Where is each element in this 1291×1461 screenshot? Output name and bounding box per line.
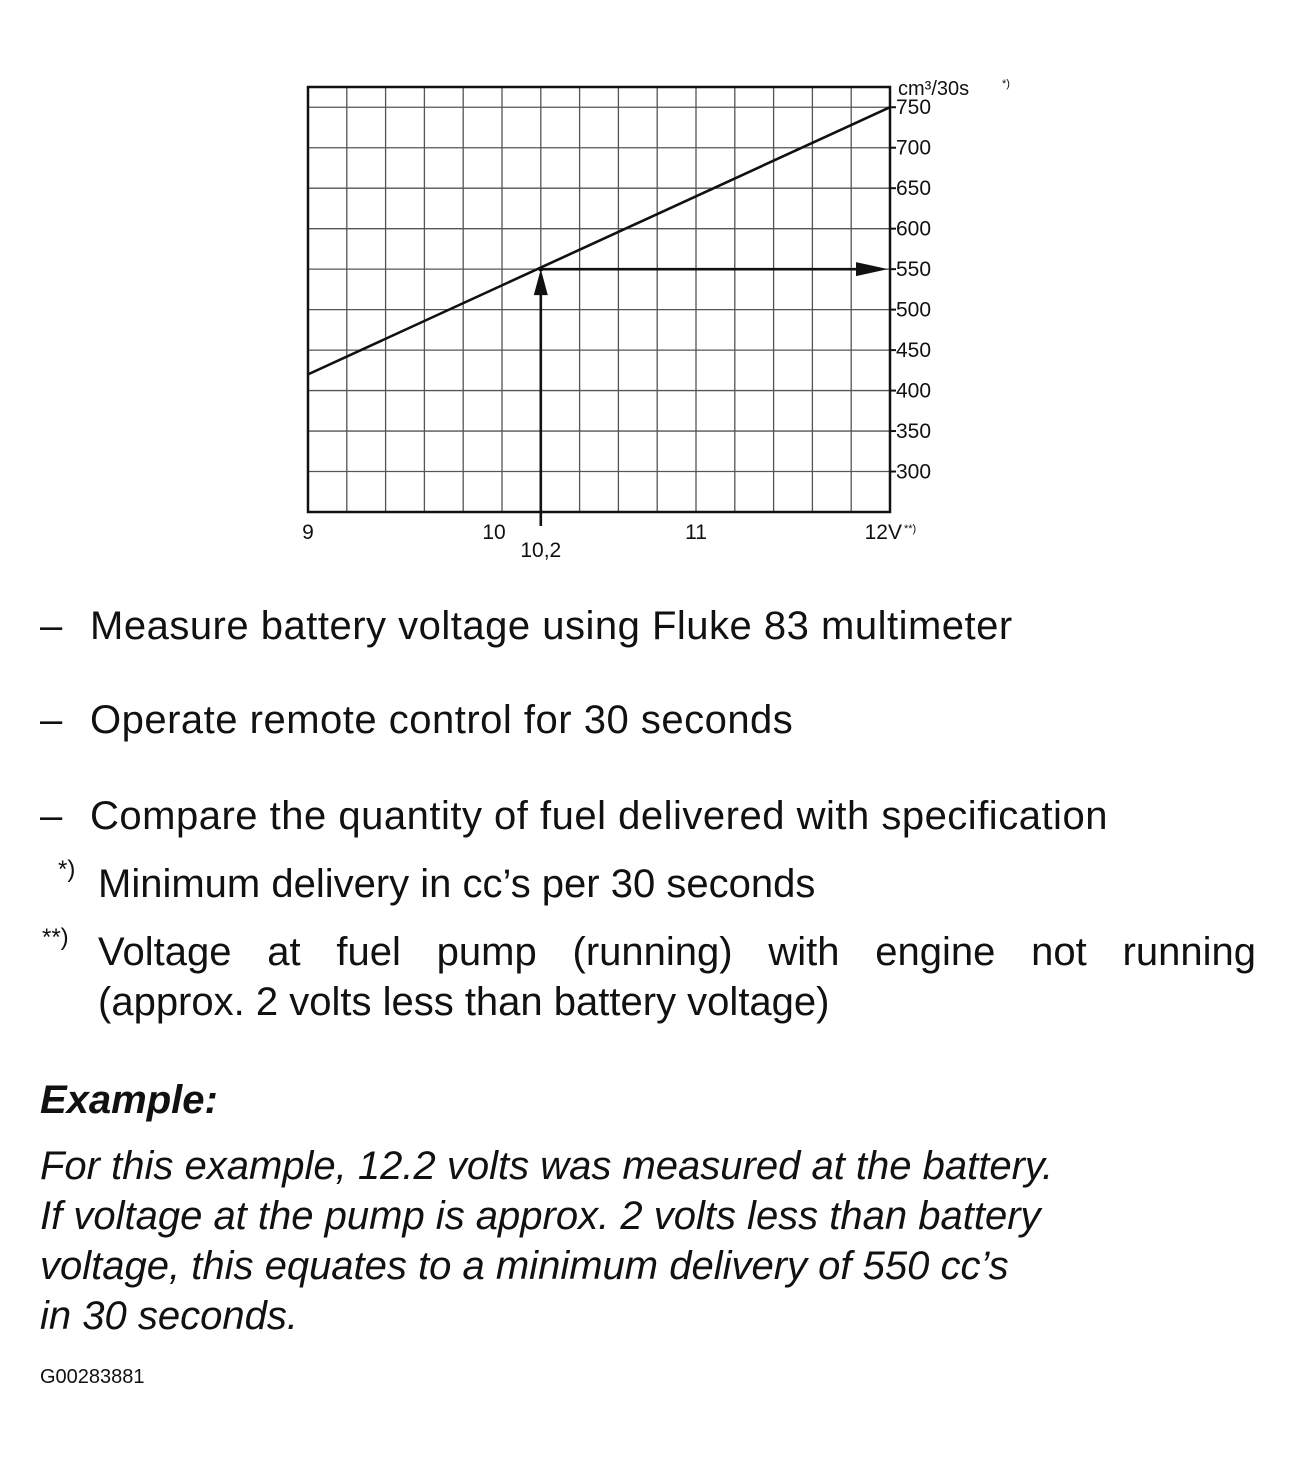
y-tick-label: 500 <box>896 298 932 322</box>
example-line-4: in 30 seconds. <box>40 1294 298 1338</box>
annotation-up-arrowhead <box>534 269 548 295</box>
x-tick-label: 12V <box>864 521 902 544</box>
figure-code: G00283881 <box>40 1366 145 1388</box>
footnote-mark-double: **) <box>42 924 69 951</box>
example-line-1: For this example, 12.2 volts was measured at the battery. <box>40 1144 1054 1188</box>
example-line-2: If voltage at the pump is approx. 2 volts less than battery <box>40 1194 1041 1238</box>
x-tick-label: 11 <box>685 521 707 544</box>
instruction-1: – Measure battery voltage using Fluke 83 multimeter <box>40 604 1013 648</box>
instruction-2: – Operate remote control for 30 seconds <box>40 698 794 742</box>
x-tick-label: 9 <box>302 521 314 544</box>
y-tick-label: 450 <box>896 339 932 363</box>
annotation-point <box>538 267 543 272</box>
plot-frame <box>308 87 890 512</box>
footnote-voltage-line2: (approx. 2 volts less than battery voltage) <box>98 980 830 1024</box>
y-tick-label: 400 <box>896 379 932 403</box>
footnote-mark-single: *) <box>58 856 76 883</box>
y-tick-label: 700 <box>896 136 932 160</box>
x-tick-label: 10 <box>482 521 506 544</box>
instruction-3: – Compare the quantity of fuel delivered with specification <box>40 794 1108 838</box>
y-tick-label: 300 <box>896 460 932 484</box>
y-tick-label: 550 <box>896 258 932 282</box>
footnote-minimum-delivery: Minimum delivery in cc’s per 30 seconds <box>98 862 816 906</box>
y-tick-label: 650 <box>896 177 932 201</box>
example-heading: Example: <box>40 1078 218 1122</box>
y-tick-label: 750 <box>896 96 932 120</box>
annotation-right-arrowhead <box>856 262 888 276</box>
y-tick-label: 600 <box>896 217 932 241</box>
x-axis-unit-footnote: **) <box>904 523 917 535</box>
y-tick-label: 350 <box>896 420 932 444</box>
chart-grid <box>308 87 890 512</box>
y-axis-unit: cm³/30s <box>898 78 970 100</box>
annotation-x-label: 10,2 <box>520 539 562 562</box>
fuel-delivery-chart <box>0 0 1291 580</box>
example-line-3: voltage, this equates to a minimum delivery of 550 cc’s <box>40 1244 1009 1288</box>
y-axis-unit-footnote: *) <box>1002 78 1010 90</box>
footnote-voltage-line1: Voltage at fuel pump (running) with engine not running <box>98 930 1256 974</box>
